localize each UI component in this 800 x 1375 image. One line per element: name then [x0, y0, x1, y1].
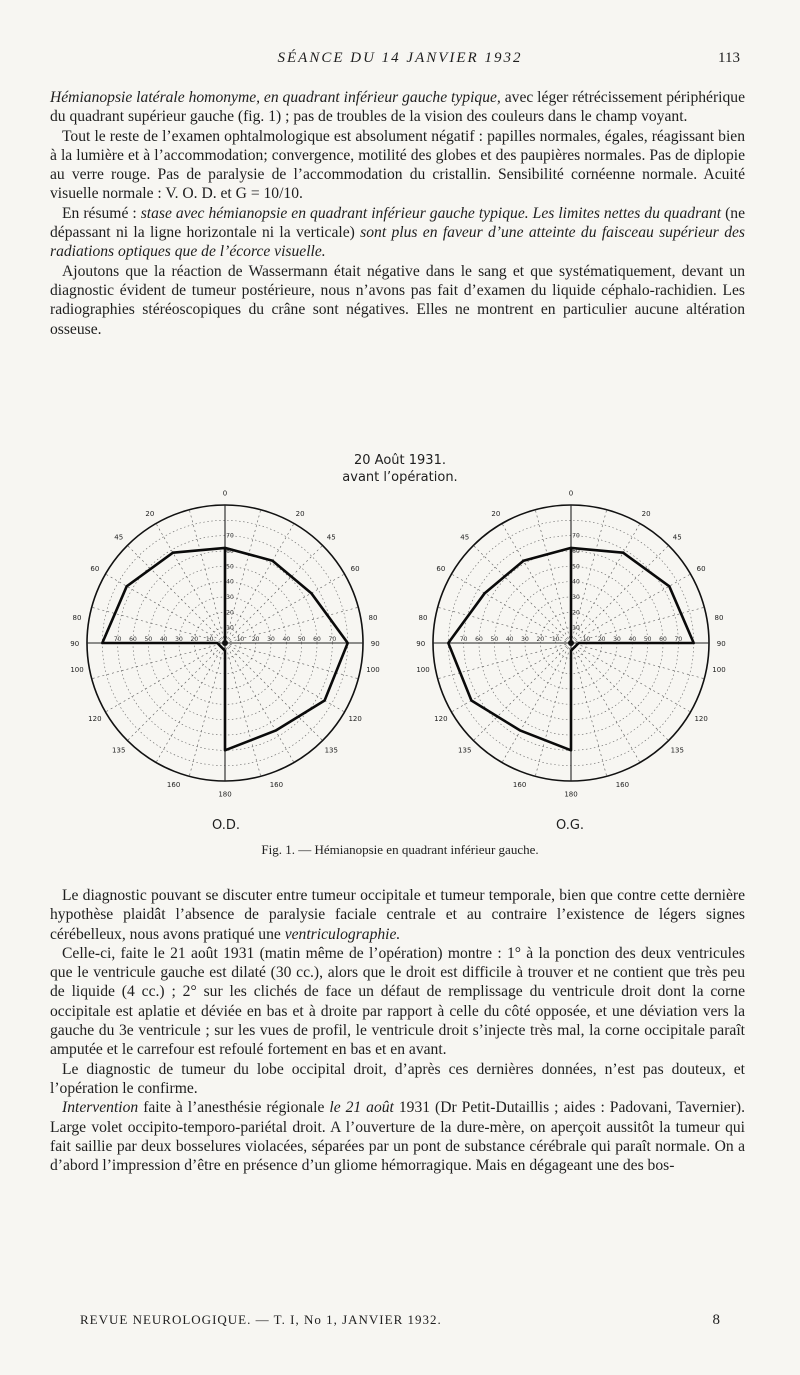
meridian-label: 60: [696, 564, 706, 573]
meridian-line: [502, 643, 571, 763]
page-footer: [80, 1312, 720, 1328]
meridian-label: 90: [716, 640, 726, 648]
meridian-label: 160: [166, 781, 181, 790]
ring-label: 70: [674, 636, 683, 643]
ring-label: 70: [459, 636, 468, 643]
body-text-bottom: [50, 886, 745, 1175]
meridian-line: [92, 643, 225, 679]
ring-label: 10: [572, 624, 580, 632]
ring-label: 60: [226, 548, 234, 555]
ring-label: 70: [113, 636, 122, 643]
right-eye-label: O.D.: [212, 818, 240, 833]
meridian-line: [571, 643, 607, 776]
ring-label: 30: [226, 594, 234, 601]
paragraph: [50, 944, 745, 1060]
meridian-line: [105, 574, 225, 643]
fixation-point: [222, 640, 228, 646]
ring-label: 50: [226, 563, 234, 571]
meridian-label: 100: [712, 666, 726, 675]
ring-label: 30: [613, 636, 621, 643]
italic-text: ventriculographie.: [284, 925, 401, 943]
meridian-label: 90: [370, 640, 380, 648]
ring-label: 50: [144, 636, 153, 643]
meridian-label: 180: [218, 790, 232, 799]
ring-label: 10: [226, 624, 234, 632]
meridian-line: [571, 607, 704, 643]
ring-label: 60: [475, 636, 483, 643]
ring-label: 70: [572, 532, 580, 540]
ring-label: 20: [190, 636, 199, 643]
ring-label: 40: [572, 578, 580, 586]
meridian-line: [571, 643, 704, 679]
meridian-line: [127, 643, 225, 741]
text-run: Le diagnostic pouvant se discuter entre tumeur occipitale et tumeur temporale, bien que contre cette dernière hypothèse plaidât l’absence de paralysie faciale centrale et au contraire l’existence de légers signes cérébelleux, nous avons pratiqué une: [50, 887, 745, 943]
ring-label: 20: [536, 636, 545, 643]
paragraph: [50, 886, 745, 944]
meridian-label: 20: [491, 509, 501, 518]
sheet-number: 8: [712, 1312, 720, 1328]
meridian-label: 120: [694, 715, 708, 724]
ring-label: 50: [572, 563, 580, 571]
ring-label: 10: [582, 636, 591, 643]
meridian-label: 45: [114, 533, 124, 542]
meridian-label: 180: [564, 790, 578, 799]
meridian-line: [127, 545, 225, 643]
figure-subtitle: avant l’opération.: [342, 470, 458, 485]
meridian-line: [189, 510, 225, 643]
meridian-line: [225, 643, 323, 741]
fixation-point: [568, 640, 574, 646]
page-number: 113: [718, 50, 740, 66]
text-run: 1931 (Dr Petit-Dutaillis ; aides : Padovani, Tavernier). Large volet occipito-temporo-pariétal droit. A l’ouverture de la dure-mère, on aperçoit aussitôt la tumeur qui fait saillie par deux bosselures violacées, séparées par un pont de substance cérébrale qui paraît normale. On a d’abord l’impression d’être en présence d’un gliome hémorragique. Mais en dégageant une des bos-: [50, 1099, 745, 1175]
meridian-line: [189, 643, 225, 776]
ring-label: 50: [643, 636, 652, 643]
italic-text: Hémianopsie latérale homonyme, en quadrant inférieur gauche typique,: [50, 89, 501, 106]
ring-label: 40: [159, 636, 168, 643]
meridian-label: 90: [70, 640, 80, 648]
ring-label: 50: [490, 636, 499, 643]
meridian-label: 160: [615, 781, 630, 790]
meridian-line: [535, 510, 571, 643]
meridian-line: [571, 643, 669, 741]
text-run: (ne dépassant ni la ligne horizontale ni la verticale): [50, 204, 745, 242]
ring-label: 10: [551, 636, 560, 643]
italic-text: Intervention: [62, 1099, 139, 1117]
meridian-label: 0: [222, 489, 228, 498]
meridian-label: 90: [416, 640, 426, 648]
journal-reference: REVUE NEUROLOGIQUE. — T. I, No 1, JANVIER 1932.: [80, 1312, 442, 1327]
text-run: Tout le reste de l’examen ophtalmologique est absolument négatif : papilles normales, égales, réagissant bien à la lumière et à l’accommodation; convergence, motilité des globes et des paupières normales. Pas de diplopie au verre rouge. Pas de paralysie de l’accommodation du cristallin. Sensibilité cornéenne normale. Acuité visuelle normale : V. O. D. et G = 10/10.: [50, 127, 745, 203]
meridian-label: 135: [112, 746, 126, 755]
meridian-line: [451, 643, 571, 712]
meridian-label: 100: [70, 666, 84, 675]
paragraph: [50, 127, 745, 204]
meridian-label: 135: [324, 746, 338, 755]
meridian-label: 60: [90, 564, 100, 573]
paragraph: [50, 262, 745, 339]
text-run: faite à l’anesthésie régionale: [138, 1099, 330, 1117]
meridian-line: [438, 643, 571, 679]
meridian-line: [225, 643, 261, 776]
ring-label: 70: [226, 532, 234, 540]
ring-label: 30: [572, 594, 580, 601]
figure-date: 20 Août 1931.: [354, 453, 446, 468]
meridian-line: [156, 523, 225, 643]
meridian-line: [225, 574, 345, 643]
ring-label: 10: [236, 636, 245, 643]
meridian-label: 45: [672, 533, 682, 542]
meridian-label: 160: [269, 781, 284, 790]
meridian-line: [571, 545, 669, 643]
visual-field-chart-right-eye: [60, 478, 390, 808]
meridian-label: 20: [145, 509, 155, 518]
ring-label: 30: [521, 636, 529, 643]
paragraph: [50, 204, 745, 262]
ring-label: 40: [505, 636, 514, 643]
meridian-label: 45: [460, 533, 470, 542]
meridian-line: [225, 545, 323, 643]
meridian-line: [156, 643, 225, 763]
meridian-label: 120: [434, 715, 448, 724]
ring-label: 50: [297, 636, 306, 643]
running-title: SÉANCE DU 14 JANVIER 1932: [277, 50, 523, 66]
ring-label: 40: [628, 636, 637, 643]
meridian-line: [571, 510, 607, 643]
meridian-line: [502, 523, 571, 643]
meridian-label: 120: [348, 715, 362, 724]
visual-field-boundary: [448, 548, 693, 750]
meridian-line: [225, 510, 261, 643]
ring-label: 20: [572, 609, 580, 617]
ring-label: 60: [129, 636, 137, 643]
italic-text: le 21 août: [329, 1099, 394, 1117]
ring-label: 30: [175, 636, 183, 643]
meridian-line: [105, 643, 225, 712]
left-eye-label: O.G.: [556, 818, 585, 833]
italic-text: sont plus en faveur d’une atteinte du faisceau supérieur des radiations optiques que de l’écorce visuelle.: [50, 224, 745, 261]
meridian-label: 135: [458, 746, 472, 755]
running-header: [60, 50, 740, 74]
meridian-label: 20: [641, 509, 651, 518]
ring-label: 60: [313, 636, 321, 643]
ring-label: 60: [572, 548, 580, 555]
meridian-label: 60: [350, 564, 360, 573]
meridian-label: 80: [368, 613, 378, 622]
meridian-line: [571, 574, 691, 643]
text-run: Ajoutons que la réaction de Wassermann était négative dans le sang et que systématiquement, devant un diagnostic évident de tumeur postérieure, nous n’avons pas fait d’examen du liquide céphalo-rachidien. Les radiographies stéréoscopiques du crâne sont négatives. Elles ne montrent en particulier aucune altération osseuse.: [50, 262, 745, 338]
ring-label: 10: [205, 636, 214, 643]
meridian-line: [473, 643, 571, 741]
text-run: avec léger rétrécissement périphérique du quadrant supérieur gauche (fig. 1) ; pas de troubles de la vision des couleurs dans le champ voyant.: [50, 89, 745, 126]
visual-field-chart-left-eye: [406, 478, 736, 808]
meridian-label: 80: [714, 613, 724, 622]
italic-text: stase avec hémianopsie en quadrant inférieur gauche typique. Les limites nettes du quadrant: [140, 204, 722, 222]
paragraph: [50, 1098, 745, 1175]
meridian-label: 0: [568, 489, 574, 498]
ring-label: 20: [226, 609, 234, 617]
meridian-label: 100: [416, 666, 430, 675]
meridian-label: 100: [366, 666, 380, 675]
ring-label: 40: [226, 578, 234, 586]
meridian-line: [225, 643, 358, 679]
text-run: En résumé :: [62, 204, 141, 222]
meridian-label: 80: [418, 613, 428, 622]
text-run: Le diagnostic de tumeur du lobe occipital droit, d’après ces dernières données, n’est pas douteux, et l’opération le confirme.: [50, 1060, 745, 1097]
ring-label: 20: [251, 636, 260, 643]
figure-caption: Fig. 1. — Hémianopsie en quadrant inférieur gauche.: [261, 842, 539, 857]
ring-label: 20: [597, 636, 606, 643]
meridian-line: [225, 643, 345, 712]
meridian-label: 135: [670, 746, 684, 755]
text-run: Celle-ci, faite le 21 août 1931 (matin même de l’opération) montre : 1° à la ponction des deux ventricules que le ventricule gauche est dilaté (30 cc.), alors que le droit est difficile à trouver et ne contient que très peu de liquide (4 cc.) ; 2° sur les clichés de face un défaut de remplissage du ventricule droit dont la corne occipitale est aplatie et déviée en bas et à droite par rapport à celle du côté opposée, et une déviation vers la gauche du 3e ventricule ; sur les vues de profil, le ventricule droit s’injecte très mal, la corne occipitale paraît amputée et le carrefour est refoulé fortement en bas et en avant.: [50, 944, 745, 1059]
ring-label: 40: [282, 636, 291, 643]
meridian-line: [473, 545, 571, 643]
ring-label: 70: [328, 636, 337, 643]
meridian-label: 20: [295, 509, 305, 518]
meridian-line: [225, 607, 358, 643]
meridian-line: [571, 643, 691, 712]
meridian-label: 60: [436, 564, 446, 573]
meridian-label: 45: [326, 533, 336, 542]
meridian-line: [451, 574, 571, 643]
paragraph: [50, 88, 745, 127]
paragraph: [50, 1060, 745, 1099]
ring-label: 30: [267, 636, 275, 643]
meridian-label: 160: [512, 781, 527, 790]
meridian-label: 80: [72, 613, 82, 622]
body-text-top: [50, 88, 745, 339]
meridian-label: 120: [88, 715, 102, 724]
ring-label: 60: [659, 636, 667, 643]
meridian-line: [535, 643, 571, 776]
